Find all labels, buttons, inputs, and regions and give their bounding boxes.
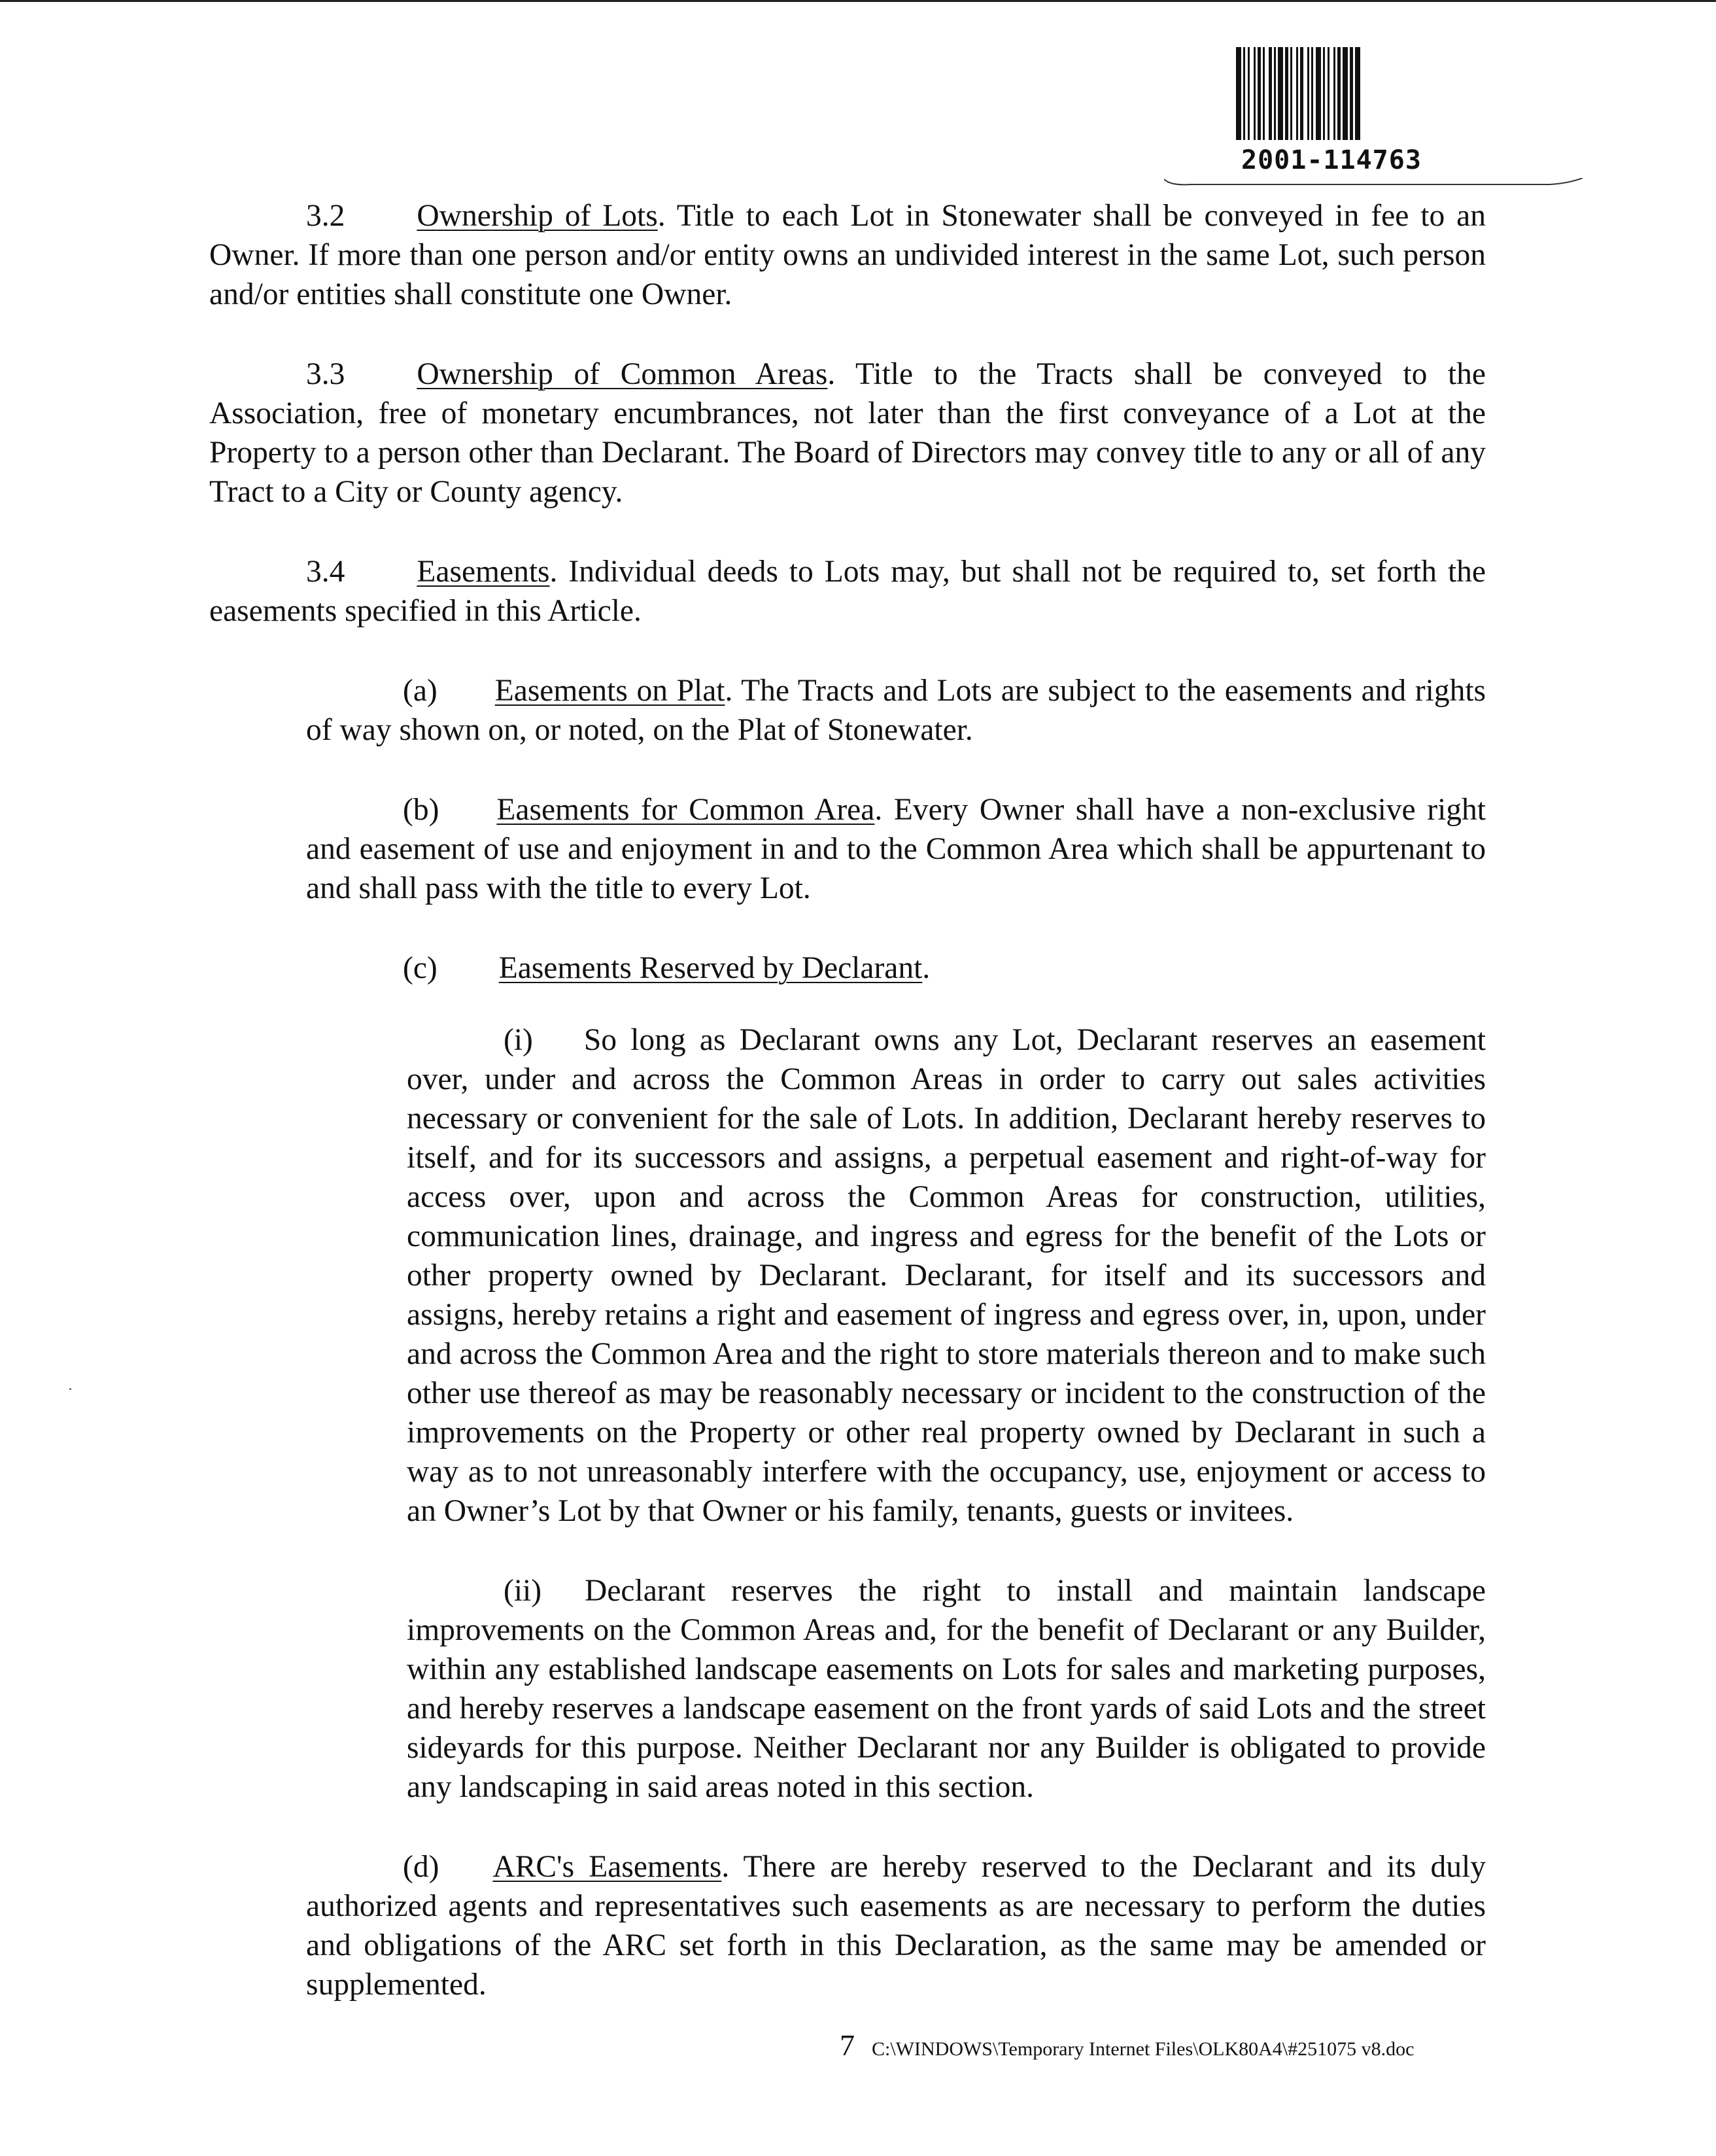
subsection-label: (b) (403, 793, 439, 827)
clause-text: Declarant reserves the right to install and maintain landscape improvements on the Common Areas and, for the benefit of Declarant or any Builder, within any established landscape easements on Lots for sales and marketing purposes, and hereby reserves a landscape easement on the front yards of said Lots and the street sideyards for this purpose. Neither Declarant nor any Builder is obligated to provide any landscaping in said areas noted in this section. (407, 1574, 1486, 1804)
section-text: . Individual deeds to Lots may, but shall not be required to, set forth the easements specified in this Article. (209, 555, 1486, 628)
subsection-text: . (922, 951, 931, 985)
subsection-a (306, 671, 1486, 750)
section-heading: Easements (417, 555, 550, 589)
scan-speck (69, 1388, 71, 1390)
section-text: . Title to each Lot in Stonewater shall be conveyed in fee to an Owner. If more than one person and/or entity owns an undivided interest in the same Lot, such person and/or entities shall constitute one Owner. (209, 199, 1486, 311)
section-number: 3.3 (306, 357, 345, 391)
subsection-heading: ARC's Easements (492, 1850, 722, 1884)
recording-stamp (1236, 47, 1550, 175)
page-top-edge (0, 0, 1716, 2)
subsection-heading: Easements for Common Area (496, 793, 875, 827)
subsection-c (306, 948, 1486, 988)
clause-label: (ii) (504, 1574, 542, 1608)
section-heading: Ownership of Common Areas (417, 357, 828, 391)
section-number: 3.2 (306, 199, 345, 233)
subsection-b (306, 790, 1486, 908)
clause-text: So long as Declarant owns any Lot, Declarant reserves an easement over, under and across the Common Areas in order to carry out sales activities necessary or convenient for the sale of Lots. In addition, Declarant hereby reserves to itself, and for its successors and assigns, a perpetual easement and right-of-way for access over, upon and across the Common Areas for construction, utilities, communication lines, drainage, and ingress and egress for the benefit of the Lots or other property owned by Declarant. Declarant, for itself and its successors and assigns, hereby retains a right and easement of ingress and egress over, in, upon, under and across the Common Area and the right to store materials thereon and to make such other use thereof as may be reasonably necessary or incident to the construction of the improvements on the Property or other real property owned by Declarant in such a way as to not unreasonably interfere with the occupancy, use, enjoyment or access to an Owner’s Lot by that Owner or his family, tenants, guests or invitees. (407, 1023, 1486, 1528)
section-number: 3.4 (306, 555, 345, 589)
clause-label: (i) (504, 1023, 533, 1057)
page-footer (840, 2028, 1414, 2062)
section-text: . Title to the Tracts shall be conveyed to the Association, free of monetary encumbrances, not later than the first conveyance of a Lot at the Property to a person other than Declarant. The Board of Directors may convey title to any or all of any Tract to a City or County agency. (209, 357, 1486, 509)
document-body (209, 190, 1486, 2004)
section-heading: Ownership of Lots (417, 199, 658, 233)
subsection-text: . The Tracts and Lots are subject to the easements and rights of way shown on, or noted, on the Plat of Stonewater. (306, 674, 1486, 747)
section-3-2 (209, 196, 1486, 314)
subsection-heading: Easements Reserved by Declarant (498, 951, 923, 985)
file-path: C:\WINDOWS\Temporary Internet Files\OLK80A4\#251075 v8.doc (872, 2038, 1415, 2060)
subsection-label: (d) (403, 1850, 439, 1884)
subsection-text: . Every Owner shall have a non-exclusive right and easement of use and enjoyment in and to the Common Area which shall be appurtenant to and shall pass with the title to every Lot. (306, 793, 1486, 905)
subsection-heading: Easements on Plat (494, 674, 725, 708)
barcode-image (1236, 47, 1537, 145)
recording-number: 2001-114763 (1241, 145, 1422, 175)
subsection-label: (c) (403, 951, 438, 985)
section-3-3 (209, 355, 1486, 512)
section-3-4 (209, 552, 1486, 631)
clause-ii (407, 1571, 1486, 1807)
stamp-underline (1164, 178, 1583, 187)
clause-i (407, 1020, 1486, 1531)
subsection-text: . There are hereby reserved to the Declarant and its duly authorized agents and representatives such easements as are necessary to perform the duties and obligations of the ARC set forth in this Declaration, as the same may be amended or supplemented. (306, 1850, 1486, 2002)
subsection-d (306, 1847, 1486, 2004)
page-number: 7 (840, 2028, 855, 2062)
subsection-label: (a) (403, 674, 438, 708)
